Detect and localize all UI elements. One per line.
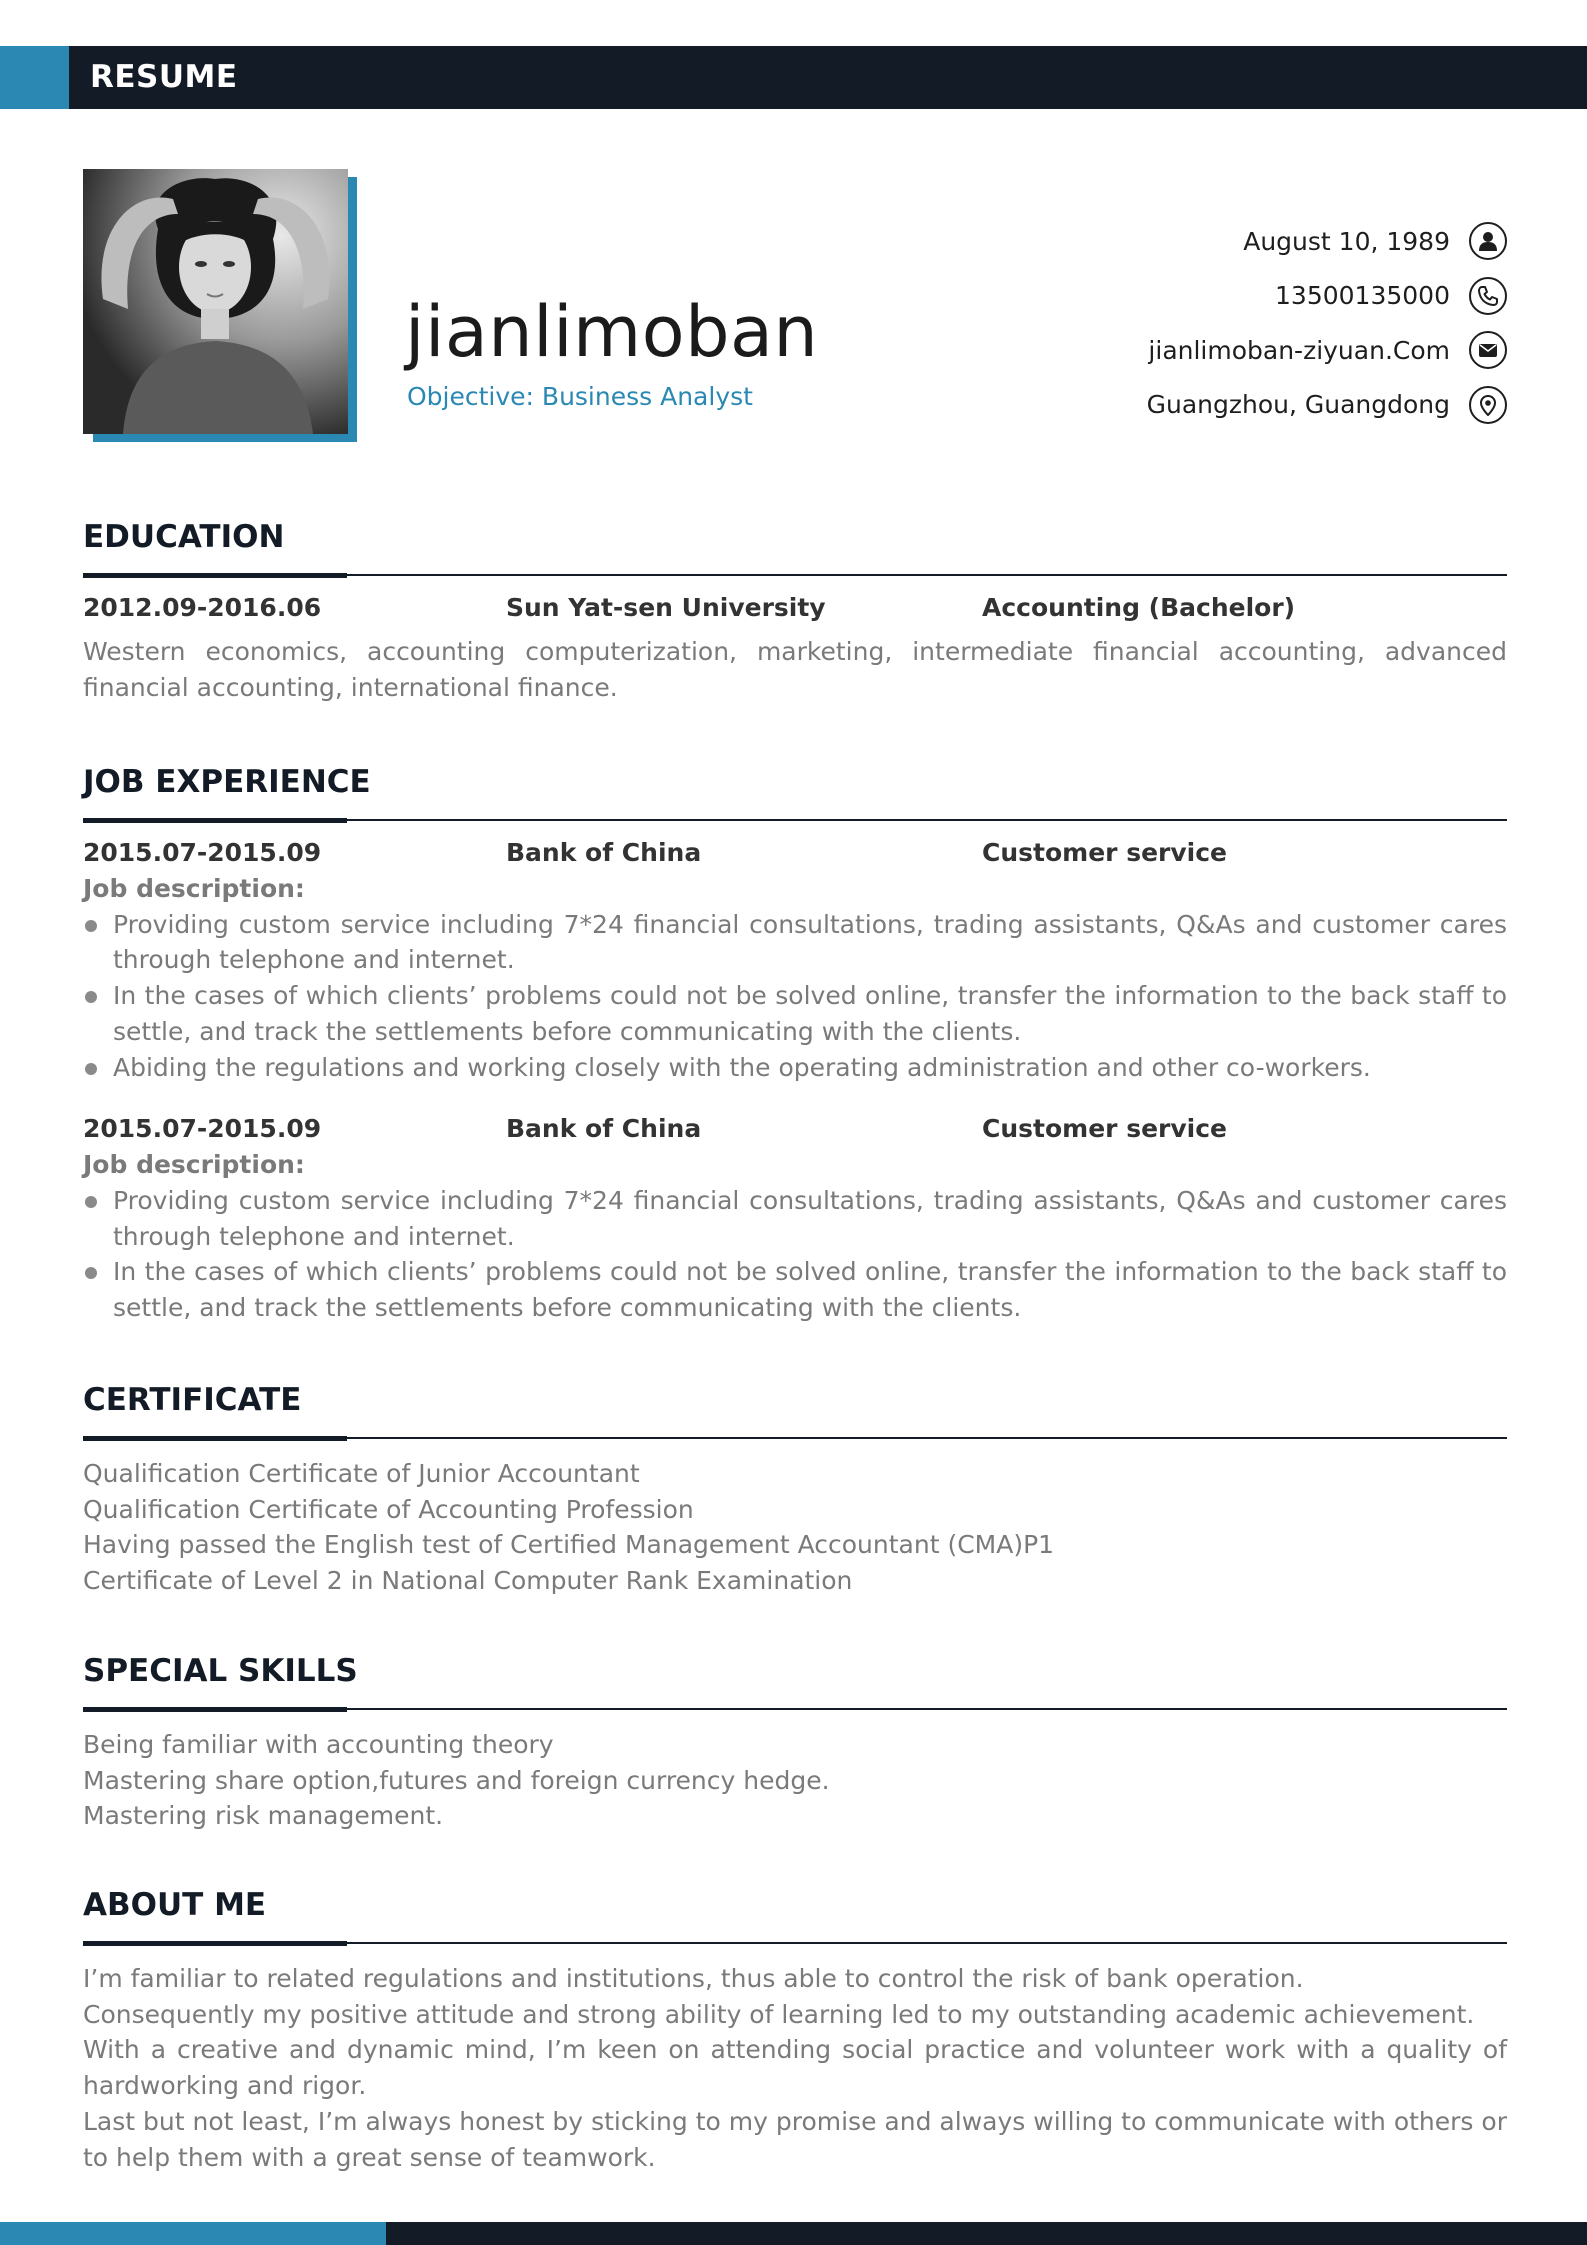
job-role: Customer service xyxy=(982,1114,1227,1144)
education-title: EDUCATION xyxy=(83,519,285,555)
job-entry-head xyxy=(83,1111,1507,1147)
contact-birthday-text: August 10, 1989 xyxy=(1243,226,1450,256)
education-description: Western economics, accounting computerization, marketing, intermediate financial accounting, advanced financial accounting, international finance. xyxy=(83,637,1507,702)
list-item: Providing custom service including 7*24 financial consultations, trading assistants, Q&As and customer cares through telephone and internet. xyxy=(83,907,1507,978)
footer-accent xyxy=(0,2222,386,2245)
list-item: Mastering share option,futures and foreign currency hedge. xyxy=(83,1765,830,1795)
about-title: ABOUT ME xyxy=(83,1887,267,1923)
contact-location xyxy=(907,378,1507,433)
contact-phone xyxy=(907,269,1507,324)
list-item: Having passed the English test of Certified Management Accountant (CMA)P1 xyxy=(83,1530,1055,1560)
certificate-section xyxy=(83,1381,1507,1599)
list-item: Last but not least, I’m always honest by sticking to my promise and always willing to communicate with others or to help them with a great sense of teamwork. xyxy=(83,2106,1507,2172)
profile-photo xyxy=(83,169,348,434)
job-entry xyxy=(83,835,1507,1085)
contact-phone-text: 13500135000 xyxy=(1275,281,1450,311)
education-date: 2012.09-2016.06 xyxy=(83,593,322,622)
footer-bar xyxy=(0,2222,1587,2245)
list-item: Certificate of Level 2 in National Computer Rank Examination xyxy=(83,1566,853,1596)
job-role: Customer service xyxy=(982,838,1227,867)
job-entry-head xyxy=(83,835,1507,871)
about-list xyxy=(83,1961,1507,2175)
education-section xyxy=(83,518,1507,705)
mail-icon xyxy=(1469,331,1507,369)
education-major: Accounting (Bachelor) xyxy=(982,593,1296,622)
education-school: Sun Yat-sen University xyxy=(506,593,826,622)
header-accent xyxy=(0,46,69,109)
list-item: In the cases of which clients’ problems could not be solved online, transfer the information to the back staff to settle, and track the settlements before communicating with the clients. xyxy=(83,978,1507,1049)
about-section xyxy=(83,1886,1507,2175)
job-entry xyxy=(83,1111,1507,1326)
phone-icon xyxy=(1469,277,1507,315)
job-bullets xyxy=(83,1183,1507,1326)
person-icon xyxy=(1469,222,1507,260)
list-item: Mastering risk management. xyxy=(83,1801,444,1831)
header-bar xyxy=(0,46,1587,109)
section-divider xyxy=(83,1707,1507,1711)
experience-title: JOB EXPERIENCE xyxy=(83,764,371,800)
experience-section xyxy=(83,763,1507,1326)
skills-list xyxy=(83,1727,1507,1834)
contact-location-text: Guangzhou, Guangdong xyxy=(1146,390,1450,420)
contact-email-text: jianlimoban-ziyuan.Com xyxy=(1148,335,1450,365)
section-divider xyxy=(83,1436,1507,1440)
section-divider xyxy=(83,573,1507,577)
section-divider xyxy=(83,818,1507,822)
list-item: Qualification Certificate of Accounting Profession xyxy=(83,1494,694,1524)
job-date: 2015.07-2015.09 xyxy=(83,1114,322,1144)
header-title: RESUME xyxy=(90,59,238,95)
objective-text: Objective: Business Analyst xyxy=(407,382,753,411)
list-item: Providing custom service including 7*24 financial consultations, trading assistants, Q&As and customer cares through telephone and internet. xyxy=(83,1183,1507,1254)
contact-list xyxy=(907,214,1507,432)
list-item: With a creative and dynamic mind, I’m keen on attending social practice and volunteer work with a quality of hardworking and rigor. xyxy=(83,2035,1507,2101)
job-date: 2015.07-2015.09 xyxy=(83,838,322,867)
education-entry-head xyxy=(83,590,1507,626)
section-divider xyxy=(83,1941,1507,1945)
job-bullets xyxy=(83,907,1507,1086)
job-company: Bank of China xyxy=(506,838,702,867)
job-company: Bank of China xyxy=(506,1114,702,1144)
list-item: Abiding the regulations and working closely with the operating administration and other co-workers. xyxy=(83,1050,1507,1086)
contact-email xyxy=(907,323,1507,378)
list-item: Consequently my positive attitude and strong ability of learning led to my outstanding academic achievement. xyxy=(83,1999,1475,2029)
candidate-name: jianlimoban xyxy=(405,291,819,373)
list-item: Qualification Certificate of Junior Accountant xyxy=(83,1459,640,1488)
location-icon xyxy=(1469,386,1507,424)
list-item: I’m familiar to related regulations and institutions, thus able to control the risk of bank operation. xyxy=(83,1964,1304,1993)
skills-title: SPECIAL SKILLS xyxy=(83,1653,358,1689)
list-item: Being familiar with accounting theory xyxy=(83,1730,554,1759)
certificate-title: CERTIFICATE xyxy=(83,1382,302,1418)
job-description-label: Job description: xyxy=(83,1150,305,1180)
list-item: In the cases of which clients’ problems could not be solved online, transfer the information to the back staff to settle, and track the settlements before communicating with the clients. xyxy=(83,1254,1507,1325)
contact-birthday xyxy=(907,214,1507,269)
skills-section xyxy=(83,1652,1507,1834)
job-description-label: Job description: xyxy=(83,874,305,903)
certificate-list xyxy=(83,1456,1507,1599)
